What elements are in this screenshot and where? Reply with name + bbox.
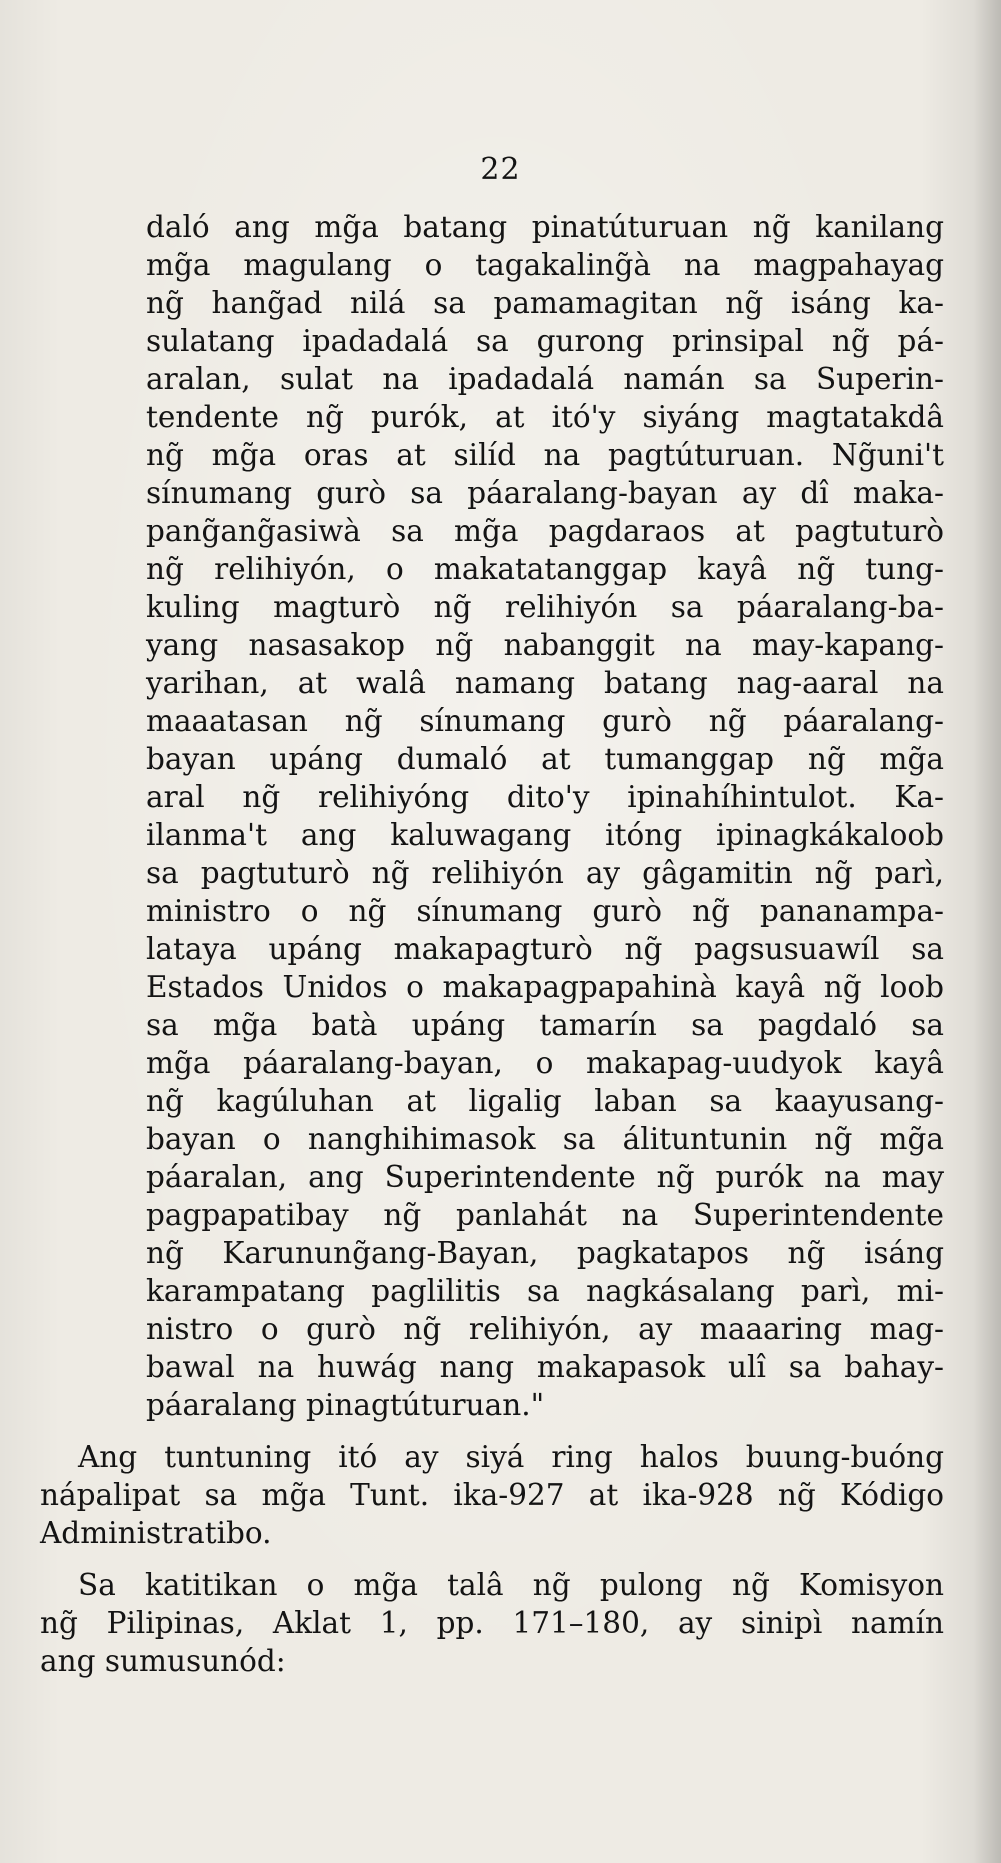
text-line: ng̃ hang̃ad nilá sa pamamagitan ng̃ isáng ka-	[146, 286, 944, 320]
text-line: Estados Unidos o makapagpapahinà kayâ ng̃ loob	[146, 970, 944, 1004]
text-line: ng̃ relihiyón, o makatatanggap kayâ ng̃ tung-	[146, 552, 944, 586]
text-line: Sa katitikan o mg̃a talâ ng̃ pulong ng̃ Komisyon	[78, 1568, 944, 1602]
page-number: 22	[480, 152, 521, 187]
text-line: Administratibo.	[40, 1516, 272, 1550]
text-line: maaatasan ng̃ sínumang gurò ng̃ páaralang-	[146, 704, 944, 738]
text-line: pang̃ang̃asiwà sa mg̃a pagdaraos at pagtuturò	[146, 514, 944, 548]
text-line: bawal na huwág nang makapasok ulî sa bahay-	[146, 1350, 944, 1384]
text-line: sa mg̃a batà upáng tamarín sa pagdaló sa	[146, 1008, 944, 1042]
text-line: sínumang gurò sa páaralang-bayan ay dî maka-	[146, 476, 944, 510]
text-line: ministro o ng̃ sínumang gurò ng̃ pananampa-	[146, 894, 944, 928]
text-line: Ang tuntuning itó ay siyá ring halos buung-buóng	[78, 1440, 944, 1474]
text-line: yarihan, at walâ namang batang nag-aaral na	[146, 666, 944, 700]
text-line: yang nasasakop ng̃ nabanggit na may-kapang-	[146, 628, 944, 662]
text-line: ng̃ Pilipinas, Aklat 1, pp. 171–180, ay sinipì namín	[40, 1606, 944, 1640]
text-line: mg̃a páaralang-bayan, o makapag-uudyok kayâ	[146, 1046, 944, 1080]
text-line: sulatang ipadadalá sa gurong prinsipal ng̃ pá-	[146, 324, 944, 358]
text-line: nápalipat sa mg̃a Tunt. ika-927 at ika-928 ng̃ Kódigo	[40, 1478, 944, 1512]
text-line: bayan o nanghihimasok sa álituntunin ng̃ mg̃a	[146, 1122, 944, 1156]
text-line: ng̃ Karunung̃ang-Bayan, pagkatapos ng̃ isáng	[146, 1236, 944, 1270]
text-line: aral ng̃ relihiyóng dito'y ipinahíhintulot. Ka-	[146, 780, 944, 814]
text-line: ang sumusunód:	[40, 1644, 286, 1678]
text-line: daló ang mg̃a batang pinatúturuan ng̃ kanilang	[146, 210, 944, 244]
text-line: páaralang pinagtúturuan."	[146, 1388, 545, 1422]
text-line: sa pagtuturò ng̃ relihiyón ay gâgamitin ng̃ parì,	[146, 856, 944, 890]
text-line: páaralan, ang Superintendente ng̃ purók na may	[146, 1160, 944, 1194]
text-line: mg̃a magulang o tagakaling̃à na magpahayag	[146, 248, 944, 282]
text-line: nistro o gurò ng̃ relihiyón, ay maaaring mag-	[146, 1312, 944, 1346]
text-line: aralan, sulat na ipadadalá namán sa Superin-	[146, 362, 944, 396]
text-line: bayan upáng dumaló at tumanggap ng̃ mg̃a	[146, 742, 944, 776]
text-line: pagpapatibay ng̃ panlahát na Superintendente	[146, 1198, 944, 1232]
text-line: ng̃ kagúluhan at ligalig laban sa kaayusang-	[146, 1084, 944, 1118]
text-line: ilanma't ang kaluwagang itóng ipinagkákaloob	[146, 818, 944, 852]
text-line: tendente ng̃ purók, at itó'y siyáng magtatakdâ	[146, 400, 944, 434]
text-line: ng̃ mg̃a oras at silíd na pagtúturuan. Ng̃uni't	[146, 438, 944, 472]
text-line: lataya upáng makapagturò ng̃ pagsusuawíl sa	[146, 932, 944, 966]
text-line: karampatang paglilitis sa nagkásalang parì, mi-	[146, 1274, 944, 1308]
text-line: kuling magturò ng̃ relihiyón sa páaralang-ba-	[146, 590, 944, 624]
page-edge-shadow	[973, 0, 1001, 1863]
